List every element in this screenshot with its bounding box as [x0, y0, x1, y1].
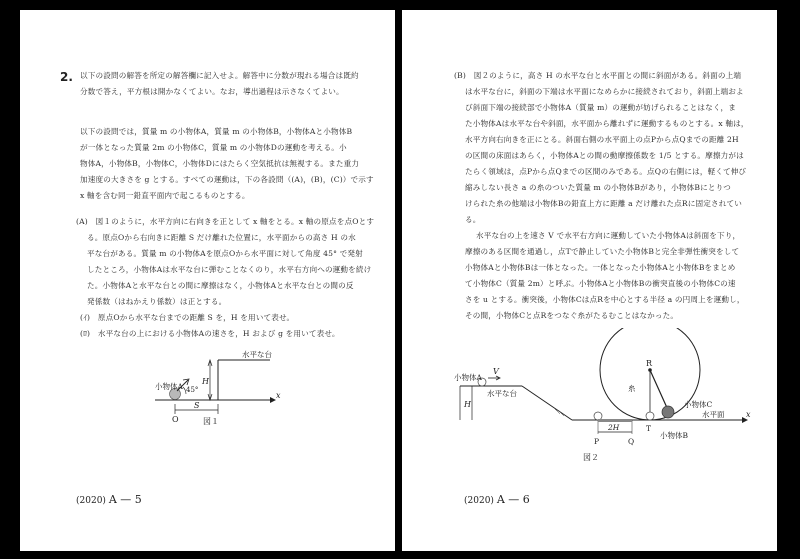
setup-line: 加速度の大きさを g とする。すべての運動は，下の各設問（(A)，(B)，(C)）で示す: [80, 175, 374, 184]
part-b-text: [454, 68, 749, 228]
label-s: S: [194, 401, 200, 410]
figure-2-caption: 図２: [583, 453, 599, 462]
label-2h: 2H: [608, 423, 620, 432]
label-object-c: 小物体C: [684, 400, 713, 409]
part-a-line: したところ，小物体Aは水平な台に弾むことなくのり，水平右方向への運動を続け: [87, 265, 372, 274]
label-o: O: [172, 415, 179, 424]
part-b-line: は水平な台に，斜面の下端は水平面になめらかに接続されており，斜面上端およ: [465, 87, 744, 96]
label-q: Q: [628, 437, 635, 446]
footer-page: A — 6: [496, 493, 530, 506]
footer-year: (2020): [464, 496, 494, 506]
intro-line: 以下の設問の解答を所定の解答欄に記入せよ。解答中に分数が現れる場合は既約: [80, 71, 359, 80]
part-b-line: けられた糸の他端は小物体Bの鉛直上方に距離 a だけ離れた点Rに固定されてい: [465, 199, 742, 208]
label-t: T: [646, 424, 652, 433]
footer-right: [464, 493, 530, 506]
label-x: x: [746, 410, 751, 419]
part-b-line: た小物体Aは水平な台や斜面，水平面から離れずに運動するものとする。x 軸は，: [465, 119, 749, 128]
label-string: 糸: [628, 384, 636, 393]
setup-line: 物体A，小物体B，小物体C，小物体Dにはたらく空気抵抗は無視する。また重力: [80, 159, 360, 168]
part-b-text-2: [465, 228, 745, 324]
page-left: [20, 10, 395, 551]
question-number: 2.: [60, 70, 73, 84]
label-r: R: [646, 359, 653, 368]
label-floor: 水平面: [702, 410, 725, 419]
footer-left: [76, 493, 142, 506]
label-angle: 45°: [186, 386, 199, 394]
part-b2-line: 小物体Aと小物体Bは一体となった。一体となった小物体Aと小物体Bをまとめ: [465, 263, 736, 272]
part-a-line: た。小物体Aと水平な台との間に摩擦はなく，小物体Aと水平な台との間の反: [87, 281, 354, 290]
setup-text: [80, 124, 374, 204]
label-v: V: [493, 367, 499, 376]
setup-line: 以下の設問では，質量 m の小物体A，質量 m の小物体B，小物体Aと小物体B: [80, 127, 353, 136]
figure-2: [402, 328, 777, 468]
sub-question-i: (ｲ) 原点Oから水平な台までの距離 S を，H を用いて表せ。: [80, 313, 295, 322]
setup-line: が一体となった質量 2m の小物体C，質量 m の小物体Dの運動を考える。小: [80, 143, 347, 152]
setup-line: x 軸を含む同一鉛直平面内で起こるものとする。: [80, 191, 250, 200]
part-a-line: (A) 図１のように，水平方向に右向きを正として x 軸をとる。x 軸の原点を点Oとす: [76, 217, 375, 226]
label-h: H: [202, 377, 209, 386]
label-platform: 水平な台: [487, 389, 517, 398]
footer-page: A — 5: [108, 493, 142, 506]
label-x: x: [276, 391, 281, 400]
figure-1: [20, 340, 395, 450]
part-b-line: (B) 図２のように，高さ H の水平な台と水平面との間に斜面がある。斜面の上端: [454, 71, 742, 80]
part-b-line: の区間の床面はあらく，小物体Aとの間の動摩擦係数を 1/5 とする。摩擦力がは: [465, 151, 744, 160]
label-h: H: [464, 400, 471, 409]
part-b-line: 縮みしない長さ a の糸のついた質量 m の小物体Bがあり，小物体Bにとりつ: [465, 183, 732, 192]
label-object-a: 小物体A: [155, 382, 183, 391]
part-b-line: たらく領域は，点Pから点Qまでの区間のみである。点Qの右側には，軽くて伸び: [465, 167, 747, 176]
label-platform: 水平な台: [242, 350, 272, 359]
part-b2-line: さを u とする。衝突後，小物体Cは点Rを中心とする半径 a の円周上を運動し，: [465, 295, 745, 304]
object-b-ball: [646, 412, 654, 420]
part-b2-line: 摩擦のある区間を通過し，点Tで静止していた小物体Bと完全非弾性衝突をして: [465, 247, 740, 256]
object-c-ball: [662, 406, 674, 418]
part-b2-line: 水平な台の上を速さ V で水平右方向に運動していた小物体Aは斜面を下り，: [476, 231, 741, 240]
part-b-line: る。: [465, 215, 481, 224]
page-right: [402, 10, 777, 551]
part-a-line: 平な台がある。質量 m の小物体Aを原点Oから水平面に対して角度 45° で発射: [87, 249, 363, 258]
sub-questions: [80, 310, 340, 342]
part-a-line: る。原点Oから右向きに距離 S だけ離れた位置に，水平面からの高さ H の水: [87, 233, 356, 242]
intro-text: [80, 68, 359, 100]
label-object-a: 小物体A: [454, 373, 482, 382]
footer-year: (2020): [76, 496, 106, 506]
part-a-text: [76, 214, 374, 310]
figure-1-caption: 図１: [203, 417, 219, 426]
part-a-line: 発係数（はねかえり係数）は正とする。: [87, 297, 227, 306]
intro-line: 分数で答え，平方根は開かなくてよい。なお，導出過程は示さなくてよい。: [80, 87, 344, 96]
part-b-line: び斜面下端の接続部で小物体A（質量 m）の運動が妨げられることはなく，ま: [465, 103, 736, 112]
part-b2-line: て小物体C（質量 2m）と呼ぶ。小物体Aと小物体Bの衝突直後の小物体Cの速: [465, 279, 736, 288]
label-object-b: 小物体B: [660, 431, 689, 440]
part-b2-line: その間，小物体Cと点Rをつなぐ糸がたるむことはなかった。: [465, 311, 679, 320]
label-p: P: [594, 437, 600, 446]
sub-question-ro: (ﾛ) 水平な台の上における小物体Aの速さを，H および g を用いて表せ。: [80, 329, 340, 338]
part-b-line: 水平方向右向きを正にとる。斜面右側の水平面上の点Pから点Qまでの距離 2H: [465, 135, 739, 144]
